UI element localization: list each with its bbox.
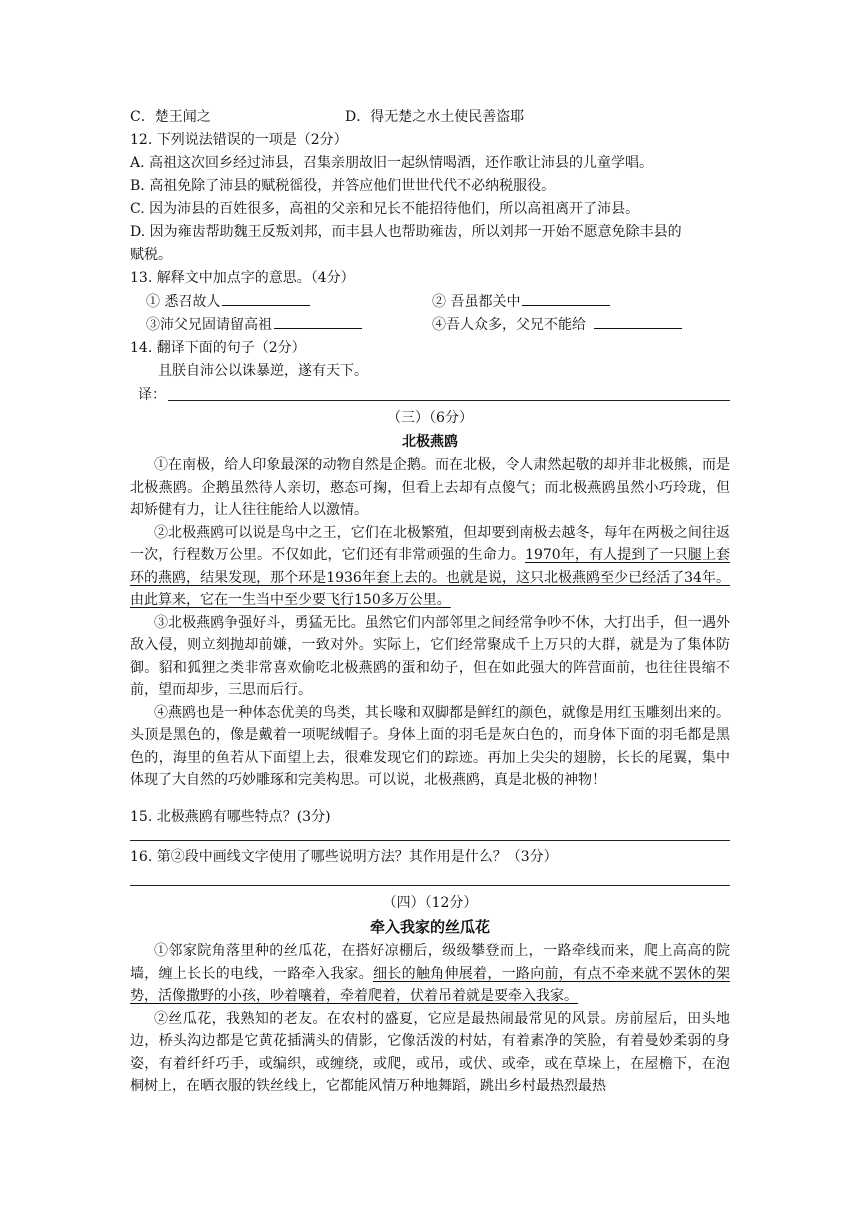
section4-heading: （四）（12分） — [382, 895, 478, 911]
q13-item-2 — [432, 291, 610, 313]
q13-answer-blank-4[interactable] — [594, 314, 682, 329]
section4-paragraph-1-underlined: 细长的触角伸展着，一路向前，有点不牵来就不罢休的架势，活像撒野的小孩，吵着嚷着，牵着爬着，伏着吊着就是要牵入我家。 — [130, 965, 731, 1004]
section3-passage — [130, 454, 730, 792]
section4-title: 牵入我家的丝瓜花 — [369, 918, 490, 936]
section3-paragraph-1: ①在南极，给人印象最深的动物自然是企鹅。而在北极，令人肃然起敬的却并非北极熊，而是北极燕鸥。企鹅虽然待人亲切，憨态可掬，但看上去却有点傻气；而北极燕鸥虽然小巧玲珑，但却矫健有力，让人往往能给人以激情。 — [130, 457, 730, 518]
q11-option-d: D．得无楚之水土使民善盗耶 — [345, 109, 525, 125]
q12-option-c: C. 因为沛县的百姓很多，高祖的父亲和兄长不能招待他们，所以高祖离开了沛县。 — [130, 201, 640, 217]
section3-paragraph-2-underlined: 1970年，有人提到了一只腿上套环的燕鸥，结果发现，那个环是1936年套上去的。也就是说，这只北极燕鸥至少已经活了34年。由此算来，它在一生当中至少要飞行150多万公里。 — [130, 547, 730, 608]
q13-item-3 — [146, 314, 362, 336]
section4-passage — [130, 940, 730, 1098]
section4-paragraph-1 — [130, 940, 730, 1008]
q13-item-4 — [432, 314, 682, 336]
q13-item-4-text: ④吾人众多，父兄不能给 — [432, 317, 586, 333]
q13-stem: 13. 解释文中加点字的意思。（4分） — [130, 270, 355, 286]
section3-paragraph-3: ③北极燕鸥争强好斗，勇猛无比。虽然它们内部邻里之间经常争吵不休，大打出手，但一遇外敌入侵，则立刻抛却前嫌，一致对外。实际上，它们经常聚成千上万只的大群，就是为了集体防御。貂和狐狸之类非常喜欢偷吃北极燕鸥的蛋和幼子，但在如此强大的阵营面前，也往往畏缩不前，望而却步，三思而后行。 — [130, 614, 730, 698]
q14-stem: 14. 翻译下面的句子（2分） — [130, 340, 306, 356]
q16-answer-line[interactable] — [130, 885, 730, 886]
section3-paragraph-4: ④燕鸥也是一种体态优美的鸟类，其长喙和双脚都是鲜红的颜色，就像是用红玉雕刻出来的。头顶是黑色的，像是戴着一项呢绒帽子。身体上面的羽毛是灰白色的，而身体下面的羽毛都是黑色的，海里的鱼若从下面望上去，很难发现它们的踪迹。再加上尖尖的翅膀，长长的尾翼，集中体现了大自然的巧妙雕琢和完美构思。可以说，北极燕鸥，真是北极的神物！ — [130, 704, 730, 788]
q13-answer-blank-3[interactable] — [274, 314, 362, 329]
q12-option-d-cont: 赋税。 — [130, 247, 172, 263]
q13-item-1 — [146, 291, 310, 313]
q12-stem: 12. 下列说法错误的一项是（2分） — [130, 132, 348, 148]
section3-paragraph-2 — [130, 522, 730, 612]
q13-item-2-text: ② 吾虽都关中 — [432, 294, 521, 310]
q15-stem: 15. 北极燕鸥有哪些特点？(3分) — [130, 809, 331, 825]
section4-paragraph-2: ②丝瓜花，我熟知的老友。在农村的盛夏，它应是最热闹最常见的风景。房前屋后，田头地边，桥头沟边都是它黄花插满头的倩影，它像活泼的村姑，有着素净的笑脸，有着曼妙柔弱的身姿，有着纤纤巧手，或编织，或缠绕，或爬，或吊，或伏、或牵，或在草垛上，在屋檐下，在泡桐树上，在晒衣服的铁丝线上，它都能风情万种地舞蹈，跳出乡村最热烈最热 — [130, 1010, 730, 1094]
q14-sentence: 且朕自沛公以诛暴逆，遂有天下。 — [158, 363, 368, 379]
q12-option-d: D. 因为雍齿帮助魏王反叛刘邦，而丰县人也帮助雍齿，所以刘邦一开始不愿意免除丰县的 — [130, 224, 682, 240]
section4-paragraph-1-text: ①邻家院角落里种的丝瓜花，在搭好凉棚后，级级攀登而上，一路牵线而来，爬上高高的院墙，缠上长长的电线，一路牵入我家。 — [130, 943, 730, 982]
q13-item-3-text: ③沛父兄固请留高祖 — [146, 317, 272, 333]
q12-option-a: A. 高祖这次回乡经过沛县，召集亲朋故旧一起纵情喝酒，还作歌让沛县的儿童学唱。 — [130, 155, 654, 171]
q15-answer-line[interactable] — [130, 840, 730, 841]
q11-option-c: C．楚王闻之 — [130, 109, 211, 125]
section3-heading: （三）（6分） — [387, 410, 473, 426]
q14-answer-line[interactable] — [168, 400, 730, 401]
q14-translate-label: 译： — [138, 387, 166, 403]
section3-paragraph-2-text: ②北极燕鸥可以说是鸟中之王，它们在北极繁殖，但却要到南极去越冬，每年在两极之间往返一次，行程数万公里。不仅如此，它们还有非常顽强的生命力。 — [130, 524, 730, 563]
q13-answer-blank-1[interactable] — [222, 291, 310, 306]
q13-answer-blank-2[interactable] — [522, 291, 610, 306]
q12-option-b: B. 高祖免除了沛县的赋税徭役，并答应他们世世代代不必纳税服役。 — [130, 178, 556, 194]
q16-stem: 16. 第②段中画线文字使用了哪些说明方法？其作用是什么？（3分） — [130, 849, 558, 865]
section3-title: 北极燕鸥 — [402, 434, 458, 450]
q13-item-1-text: ① 悉召故人 — [146, 294, 221, 310]
